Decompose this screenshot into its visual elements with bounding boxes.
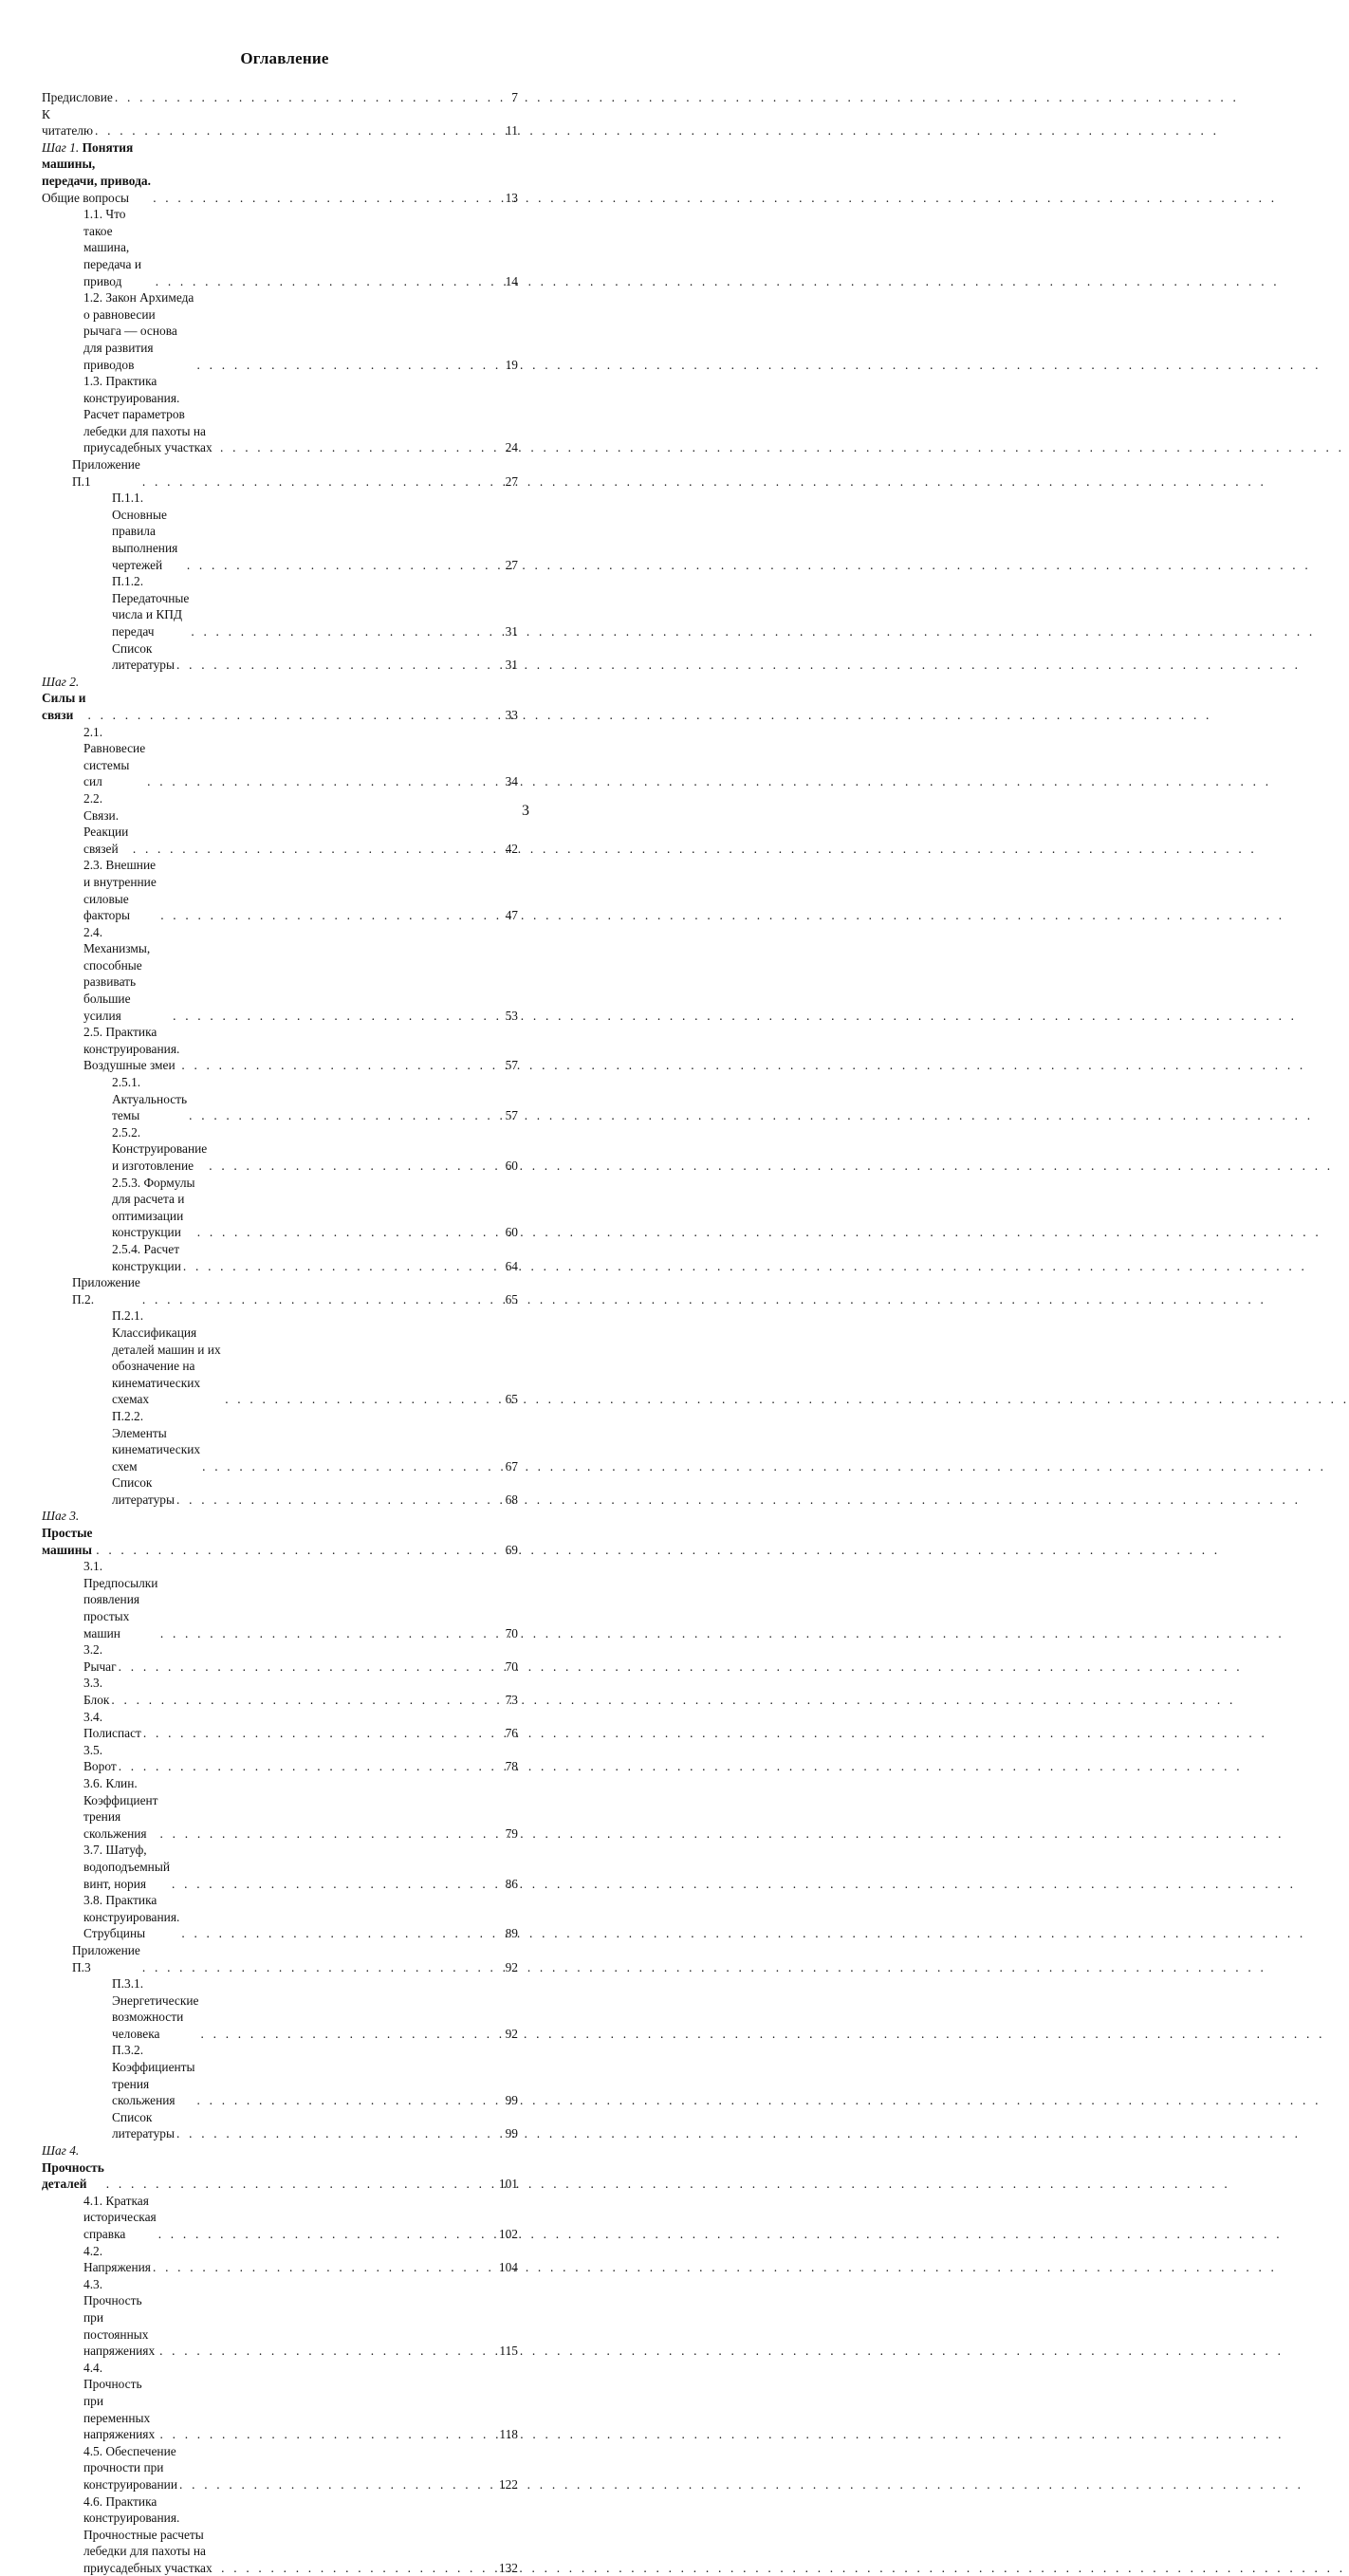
leader-dots [176,2125,504,2142]
toc-entry [42,139,518,206]
toc-entry [42,1942,518,1975]
toc-entry-text: П.1.2. Передаточные числа и КПД передач [112,573,189,639]
step-subtitle: Общие вопросы [42,191,129,205]
toc-entry [42,89,518,106]
toc-page-number: 92 [506,1959,518,1976]
step-label: Шаг 4. [42,2143,79,2158]
toc-entry-text: 1.3. Практика конструирования. Расчет параметров лебедки для пахоты на приусадебных участках [83,373,218,456]
toc-entry-text: 2.2. Связи. Реакции связей [83,790,131,857]
toc-entry-text: 3.8. Практика конструирования. Струбцины [83,1892,179,1942]
toc-entry-text: 2.5.2. Конструирование и изготовление [112,1124,207,1175]
toc-entry-text: 3.4. Полиспаст [83,1709,141,1742]
leader-dots [153,190,503,207]
toc-entry [42,1124,518,1175]
toc-entry-text [42,674,85,724]
toc-entry [42,2109,518,2142]
toc-entry [42,1241,518,1274]
step-label: Шаг 3. [42,1509,79,1523]
toc-page-number: 31 [506,657,518,674]
toc-entry-text: 3.6. Клин. Коэффициент трения скольжения [83,1775,158,1842]
toc-entry [42,1675,518,1708]
leader-dots [183,1258,504,1275]
step-title: Понятия машины, передачи, привода. [42,140,151,188]
step-title: Силы и связи [42,691,85,722]
toc-page-number: 60 [506,1224,518,1241]
toc-entry-text: Приложение П.1 [72,456,140,490]
toc-entry-text: 4.1. Краткая историческая справка [83,2193,157,2243]
toc-entry [42,1508,518,1558]
toc-entry [42,573,518,639]
leader-dots [119,1659,504,1676]
toc-page-number: 57 [506,1107,518,1124]
toc-entry [42,857,518,923]
leader-dots [142,1959,504,1976]
leader-dots [156,273,504,290]
leader-dots [197,2092,504,2109]
leader-dots [201,2026,504,2043]
leader-dots [176,657,504,674]
toc-page-number: 47 [506,907,518,924]
leader-dots [160,2426,498,2443]
leader-dots [153,2259,497,2276]
toc-page-number: 65 [506,1391,518,1408]
leader-dots [160,1625,504,1642]
toc-entry [42,106,518,139]
step-title: Простые машины [42,1526,92,1557]
toc-entry-text: 2.5. Практика конструирования. Воздушные змеи [83,1024,179,1074]
leader-dots [225,1391,503,1408]
toc-entry-text: П.2.2. Элементы кинематических схем [112,1408,200,1474]
leader-dots [95,122,504,139]
toc-entry [42,2142,518,2193]
toc-entry-text: П.3.1. Энергетические возможности человека [112,1975,199,2042]
toc-page-number: 11 [506,122,518,139]
toc-entry-text: 2.1. Равновесие системы сил [83,724,145,790]
toc-entry [42,1709,518,1742]
toc-entry [42,674,518,724]
leader-dots [115,89,505,106]
toc-page-number: 70 [506,1625,518,1642]
toc-page-number: 64 [506,1258,518,1275]
toc-entry-text: 3.1. Предпосылки появления простых машин [83,1558,158,1641]
toc-entry-text: Приложение П.2. [72,1274,140,1307]
toc-page-number: 122 [499,2476,518,2493]
toc-entry-text: П.3.2. Коэффициенты трения скольжения [112,2042,195,2108]
toc-page-number: 65 [506,1291,518,1308]
step-label: Шаг 2. [42,675,79,689]
leader-dots [191,623,503,640]
leader-dots [159,2343,497,2360]
toc-page-number: 118 [499,2426,518,2443]
toc-page-number: 69 [506,1542,518,1559]
toc-entry [42,1892,518,1942]
leader-dots [87,707,503,724]
toc-entry [42,1775,518,1842]
leader-dots [197,1224,504,1241]
toc-page-number: 89 [506,1925,518,1942]
toc-entry-text [42,139,151,206]
toc-page-number: 19 [506,357,518,374]
toc-entry [42,1842,518,1892]
leader-dots [96,1542,503,1559]
leader-dots [106,2176,497,2193]
toc-entry-text: 2.4. Механизмы, способные развивать большие усилия [83,924,171,1025]
toc-entry [42,2042,518,2108]
toc-entry [42,2443,518,2493]
toc-entry-text: 3.5. Ворот [83,1742,117,1775]
toc-entry-text: 3.7. Шатуф, водоподъемный винт, нория [83,1842,170,1892]
leader-dots [187,557,504,574]
toc-entry-text [42,1508,94,1558]
toc-entry [42,490,518,573]
toc-page-number: 102 [499,2226,518,2243]
toc-entry [42,1975,518,2042]
table-of-contents [42,89,518,2576]
toc-entry-text: 1.2. Закон Архимеда о равновесии рычага — основа для развития приводов [83,289,195,373]
toc-entry [42,2276,518,2360]
toc-entry-text: Список литературы [112,1474,175,1508]
leader-dots [197,357,504,374]
toc-page-number: 115 [499,2343,518,2360]
toc-page-number: 99 [506,2125,518,2142]
toc-page-number: 99 [506,2092,518,2109]
toc-page-number: 27 [506,557,518,574]
toc-page-number: 76 [506,1725,518,1742]
toc-entry-text: 4.4. Прочность при переменных напряжениях [83,2360,158,2443]
toc-page-number: 79 [506,1825,518,1843]
leader-dots [189,1107,503,1124]
toc-entry-text: Список литературы [112,2109,175,2142]
toc-page-number: 70 [506,1659,518,1676]
toc-entry-text: 3.2. Рычаг [83,1641,117,1675]
leader-dots [142,1291,504,1308]
toc-entry [42,1074,518,1124]
toc-entry [42,2193,518,2243]
toc-entry-text: Список литературы [112,640,175,674]
toc-entry [42,1641,518,1675]
toc-entry [42,456,518,490]
toc-entry [42,1274,518,1307]
toc-entry-text: 4.2. Напряжения [83,2243,151,2276]
toc-entry-text: П.1.1. Основные правила выполнения чертежей [112,490,185,573]
toc-entry-text [42,2142,104,2193]
leader-dots [209,1158,503,1175]
toc-entry [42,1175,518,1241]
toc-page-number: 53 [506,1008,518,1025]
leader-dots [181,1925,503,1942]
leader-dots [133,841,504,858]
toc-entry-text: 2.5.4. Расчет конструкции [112,1241,181,1274]
toc-page-number: 24 [506,439,518,456]
leader-dots [179,2476,497,2493]
leader-dots [172,1876,504,1893]
toc-page-number: 57 [506,1057,518,1074]
leader-dots [111,1692,503,1709]
toc-entry [42,289,518,373]
toc-entry-text: 2.3. Внешние и внутренние силовые факторы [83,857,158,923]
toc-entry [42,1024,518,1074]
leader-dots [119,1758,504,1775]
toc-entry-text: 1.1. Что такое машина, передача и привод [83,206,154,289]
toc-entry [42,640,518,674]
page-number: 3 [522,803,529,820]
toc-entry [42,1558,518,1641]
toc-page-number: 67 [506,1458,518,1475]
toc-entry [42,2493,518,2576]
leader-dots [158,2226,497,2243]
leader-dots [220,439,504,456]
toc-page-number: 7 [507,89,518,106]
leader-dots [147,773,503,790]
toc-entry [42,2243,518,2276]
toc-entry-text: 4.5. Обеспечение прочности при конструировании [83,2443,177,2493]
toc-page-number: 42 [506,841,518,858]
leader-dots [142,473,504,491]
toc-entry [42,924,518,1025]
toc-page-number: 27 [506,473,518,491]
toc-page-number: 14 [506,273,518,290]
leader-dots [202,1458,504,1475]
leader-dots [143,1725,504,1742]
leader-dots [221,2560,497,2576]
toc-entry-text: Приложение П.3 [72,1942,140,1975]
toc-entry [42,373,518,456]
step-title: Прочность деталей [42,2160,104,2192]
toc-page-number: 33 [506,707,518,724]
toc-entry-text: 2.5.1. Актуальность темы [112,1074,187,1124]
toc-page-number: 101 [499,2176,518,2193]
toc-entry [42,2360,518,2443]
toc-entry [42,1742,518,1775]
toc-page-number: 86 [506,1876,518,1893]
toc-page-number: 132 [499,2560,518,2576]
toc-entry-text: Предисловие [42,89,113,106]
toc-entry [42,790,518,857]
toc-page-number: 31 [506,623,518,640]
step-label: Шаг 1. [42,140,79,155]
toc-page-number: 13 [506,190,518,207]
toc-entry-text: К читателю [42,106,93,139]
toc-page-number: 34 [506,773,518,790]
toc-entry-text: П.2.1. Классификация деталей машин и их обозначение на кинематических схемах [112,1307,223,1408]
toc-entry [42,206,518,289]
leader-dots [181,1057,503,1074]
toc-entry-text: 2.5.3. Формулы для расчета и оптимизации конструкции [112,1175,195,1241]
toc-title: Оглавление [0,49,569,68]
leader-dots [173,1008,504,1025]
leader-dots [160,1825,504,1843]
toc-page-number: 68 [506,1492,518,1509]
toc-entry [42,1408,518,1474]
toc-entry-text: 3.3. Блок [83,1675,109,1708]
toc-page-number: 78 [506,1758,518,1775]
toc-page-number: 60 [506,1158,518,1175]
toc-entry [42,724,518,790]
leader-dots [160,907,503,924]
toc-page-number: 104 [499,2259,518,2276]
leader-dots [176,1492,504,1509]
toc-entry-text: 4.6. Практика конструирования. Прочностные расчеты лебедки для пахоты на приусадебных участках [83,2493,219,2576]
toc-entry [42,1474,518,1508]
toc-page-number: 73 [506,1692,518,1709]
toc-entry [42,1307,518,1408]
toc-page-number: 92 [506,2026,518,2043]
toc-entry-text: 4.3. Прочность при постоянных напряжениях [83,2276,157,2360]
